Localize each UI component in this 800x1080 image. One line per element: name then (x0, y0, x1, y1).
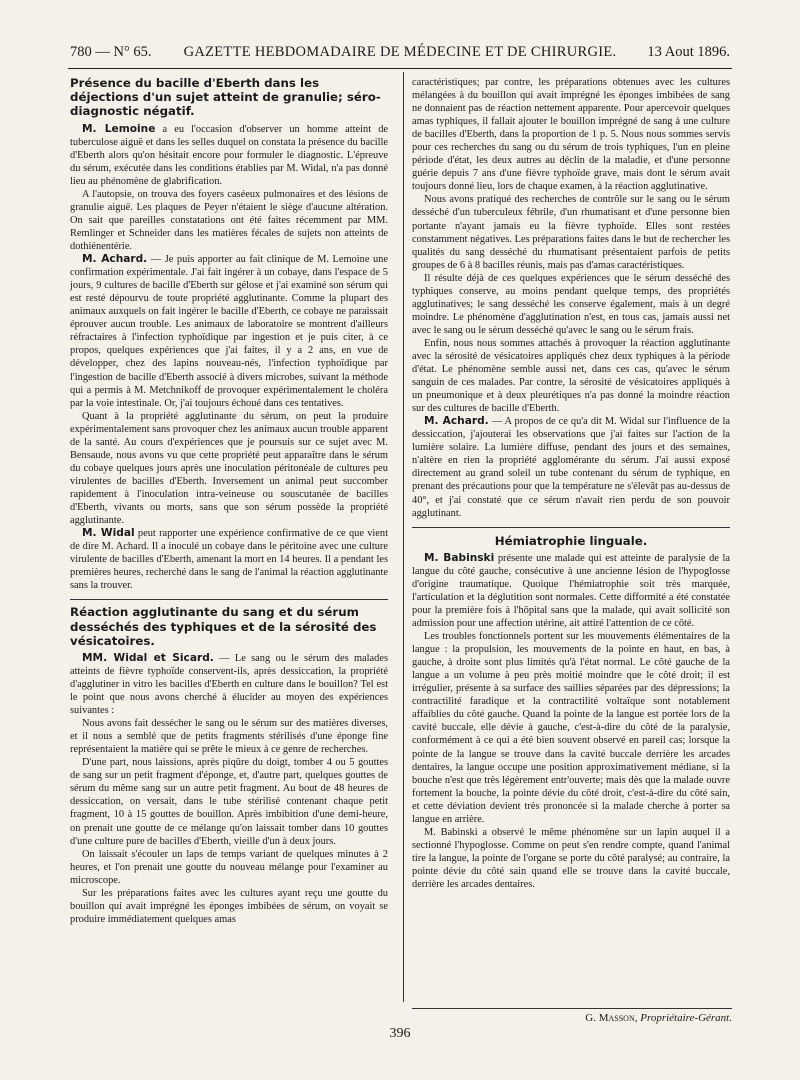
speaker-name: M. Lemoine (82, 122, 156, 135)
paragraph: Enfin, nous nous sommes attachés à provoquer la réaction agglutinante avec la sérosité de vésicatoires appliqués chez deux typhiques à la période d'état. Le phénomène semble aussi net, dans ces cas, qu'avec le sérum sanguin de ces malades. Par contre, la sérosité de vésicatoires appliqués à un pneumonique et à deux pleurétiques n'a pas donné la moindre réaction sur des cultures de bacille d'Eberth. (412, 337, 730, 415)
journal-title: GAZETTE HEBDOMADAIRE DE MÉDECINE ET DE CHIRURGIE. (183, 44, 617, 60)
signature-rule (412, 1008, 732, 1009)
page-reference: 780 — N° 65. (70, 44, 152, 60)
paragraph: D'une part, nous laissions, après piqûre du doigt, tomber 4 ou 5 gouttes de sang sur un petit fragment d'éponge, et, d'autre part, quelques gouttes de sérum du même sang sur un autre petit fragment. Au bout de 48 heures de dessiccation, on versait, dans le tube stérilisé contenant chaque petit fragment, 10 à 15 gouttes de bouillon. Après imbibition d'une demi-heure, on prenait une goutte de ce mélange qu'on laissait tomber dans 10 gouttes d'une culture pure de bacilles d'Eberth, vieille d'un à deux jours. (70, 757, 388, 847)
publisher-role: Propriétaire-Gérant. (640, 1012, 732, 1024)
speaker-name: MM. Widal et Sicard. (82, 651, 214, 664)
paragraph: Nous avons fait dessécher le sang ou le sérum sur des matières diverses, et il nous a semblé que de petits fragments stérilisés d'une éponge fine représentaient la matière qui se prête le mieux à ce genre de recherches. (70, 718, 388, 756)
paragraph: On laissait s'écouler un laps de temps variant de quelques minutes à 2 heures, et l'on prenait une goutte du nouveau mélange pour l'examiner au microscope. (70, 848, 388, 886)
publisher-signature (412, 1012, 732, 1024)
speaker-name: M. Achard. (424, 415, 489, 428)
section-divider (70, 599, 388, 600)
speaker-name: M. Achard. (82, 253, 148, 266)
page-number: 396 (389, 1026, 411, 1041)
section-heading-hemiatrophie: Hémiatrophie linguale. (494, 533, 648, 548)
paragraph: M. Achard. — A propos de ce qu'a dit M. Widal sur l'influence de la dessiccation, j'ajouterai les observations que j'ai faites sur l'action de la lumière solaire. La lumière diffuse, pendant des jours et des semaines, n'altère en rien la propriété agglomérante du sérum. J'ai aussi exposé directement au grand soleil un tube contenant du sérum de typhique, en prenant des précautions pour que la température ne s'élevât pas au-dessus de 40°, et j'ai constaté que ce sérum n'avait rien perdu de son pouvoir agglutinant. (412, 415, 730, 519)
paragraph: A l'autopsie, on trouva des foyers caséeux pulmonaires et des lésions de granulie aiguë. Les plaques de Peyer n'étaient le siège d'aucune altération. On sait que pareilles constatations ont été faites récemment par MM. Remlinger et Schneider dans les matières fécales de sujets non atteints de dothiénentérie. (70, 188, 388, 253)
paragraph: Sur les préparations faites avec les cultures ayant reçu une goutte du bouillon qui avait imprégné les éponges imbibées de sérum, on voyait se produire immédiatement quelques amas (70, 887, 388, 925)
publisher-name: G. Masson, (585, 1012, 638, 1024)
paragraph: M. Achard. — Je puis apporter au fait clinique de M. Lemoine une confirmation expérimentale. J'ai fait ingérer à un cobaye, dans l'espace de 5 jours, 9 cultures de bacille d'Eberth sur gélose et j'ai examiné son sérum qui est resté dépourvu de toute propriété agglutinante. Comme la plupart des animaux auxquels on fait ingérer le bacille d'Eberth, ce cobaye ne paraissait éprouver aucun trouble. Les animaux de laboratoire se montrent d'ailleurs réfractaires à l'infection typhoïdique par ingestion et je puis citer, à ce propos, quelques expériences que j'ai faites, il y a 2 ans, en vue de développer, chez des lapins nouveau-nés, l'infection typhoïdique par l'ingestion de bacille d'Eberth associé à divers microbes, suivant la méthode qui a permis à M. Metchnikoff de provoquer expérimentalement le choléra par la voie intestinale. Or, j'ai toujours échoué dans ces tentatives. (70, 253, 388, 409)
paragraph: Il résulte déjà de ces quelques expériences que le sérum desséché des typhiques conserve, au moins pendant quelque temps, des propriétés agglutinatives; le sang desséché les conserve également, mais à un degré moindre. Le phénomène d'agglutination n'est, en tous cas, jamais aussi net avec le sang ou le sérum desséché qu'avec le sang ou le sérum frais. (412, 272, 730, 336)
paragraph: Les troubles fonctionnels portent sur les mouvements élémentaires de la langue : la propulsion, les mouvements de la pointe en haut, en bas, à gauche, à droite sont plus limités qu'à l'état normal. Le côté gauche de la langue a un volume à peu près moitié moindre que le côté droit; il est irrégulier, présente à sa surface des saillies séparées par des dépressions; la contractilité faradique et la contractilité voltaïque sont notablement affaiblies du côté gauche. Quand la pointe de la langue est portée lors de la cavité buccale, elle dévie à gauche, c'est-à-dire du côté de la paralysie, conformément à ce qui a été bien souvent observé en pareil cas; lorsque la pointe de la langue se trouve dans la cavité buccale derrière les arcades dentaires, la langue occupe une position approximativement médiane, si la bouche n'est que très légèrement entr'ouverte; mais dès que la malade ouvre fortement la bouche, la pointe dévie du côté droit, c'est-à-dire du côté sain, et cette déviation devient très prononcée si la malade cherche à porter sa langue en arrière. (412, 631, 730, 825)
paragraph: M. Babinski présente une malade qui est atteinte de paralysie de la langue du côté gauche, consécutive à une ancienne lésion de l'hypoglosse d'origine traumatique. Quoique l'hémiatrophie soit très marquée, l'articulation et la déglutition sont normales. Cette difformité a été constatée pour la première fois à l'hôpital sans que la malade, qui avait sollicité son admission pour une affection utérine, ait attiré l'attention de ce côté. (412, 551, 730, 630)
section-heading-agglutination: Réaction agglutinante du sang et du sérum desséchés des typhiques et de la sérosité des vésicatoires. (70, 605, 377, 648)
paragraph: Nous avons pratiqué des recherches de contrôle sur le sang ou le sérum desséché d'un tuberculeux fébrile, d'un rhumatisant et d'une personne bien portante n'ayant jamais eu la fièvre typhoïde. Elles sont restées constamment négatives. Les préparations faites dans le but de rechercher les qualités du sang desséché du rhumatisant présentaient parfois de petits groupes de 6 à 8 bacilles réunis, mais pas d'amas caractéristiques. (412, 194, 730, 271)
paragraph: Quant à la propriété agglutinante du sérum, on peut la produire expérimentalement sans provoquer chez les animaux aucun trouble apparent de la santé. Au cours d'expériences que je poursuis sur ce sujet avec M. Bensaude, nous avons vu que cette propriété peut apparaître dans le sérum du cobaye quelques jours après une inoculation péritonéale de cultures peu virulentes de bacilles d'Eberth. Inversement un animal peut succomber rapidement à l'inoculation intra-veineuse ou souscutanée de bacilles d'Eberth, vivants ou morts, sans que son sérum possède la propriété agglutinante. (70, 410, 388, 527)
running-header (70, 40, 730, 64)
speaker-name: M. Babinski (424, 551, 495, 564)
issue-date: 13 Aout 1896. (647, 44, 730, 60)
section-divider (412, 527, 730, 528)
section-heading-eberth: Présence du bacille d'Eberth dans les déjections d'un sujet atteint de granulie; séro-diagnostic négatif. (70, 76, 381, 119)
header-rule (68, 68, 732, 69)
paragraph: MM. Widal et Sicard. — Le sang ou le sérum des malades atteints de fièvre typhoïde conservent-ils, après dessiccation, la propriété d'agglutiner in vitro les bacilles d'Eberth en culture dans le bouillon? Tel est le point que nous avons cherché à élucider au moyen des expériences suivantes : (70, 651, 388, 717)
column-separator (403, 72, 404, 1002)
right-column (412, 76, 730, 891)
paragraph: M. Lemoine a eu l'occasion d'observer un homme atteint de tuberculose aiguë et dans les selles duquel on constata la présence du bacille d'Eberth alors qu'on hésitait encore pour formuler le diagnostic. L'épreuve du sérum, exécutée dans les conditions établies par M. Widal, n'a pas donné lieu au phénomène de glabrification. (70, 122, 388, 187)
paragraph: M. Widal peut rapporter une expérience confirmative de ce que vient de dire M. Achard. Il a inoculé un cobaye dans le péritoine avec une culture virulente de bacilles d'Eberth, amenant la mort en 14 heures. Il a pendant les premières heures, recherché dans le sang de l'animal la réaction agglutinante sans la trouver. (70, 527, 389, 592)
speaker-name: M. Widal (82, 527, 135, 540)
left-column (70, 76, 388, 926)
paragraph: caractéristiques; par contre, les préparations obtenues avec les cultures mélangées à du bouillon qui avait imprégné les éponges imbibées de sang ne donnaient pas de réaction nettement apparente. Pour apercevoir quelques amas typhiques, il fallait ajouter le bouillon imprégné de sang à une culture de bacilles d'Eberth, dans la proportion de 1 p. 5. Nous nous sommes servis pour ces recherches du sang ou du sérum de trois typhiques, l'un en pleine période d'état, les deux autres au déclin de la maladie, et d'une personne guérie depuis 7 ans d'une fièvre typhoïde grave, mais dont le sérum avait toujours donné lieu, lors de chaque examen, à la réaction agglutinative. (412, 77, 730, 193)
paragraph: M. Babinski a observé le même phénomène sur un lapin auquel il a sectionné l'hypoglosse. Comme on peut s'en rendre compte, quand l'animal tire la langue, la pointe de l'organe se porte du côté paralysé; au contraire, la pointe dévie du côté sain quand elle se trouve dans la cavité buccale, derrière les arcades dentaires. (412, 826, 730, 890)
